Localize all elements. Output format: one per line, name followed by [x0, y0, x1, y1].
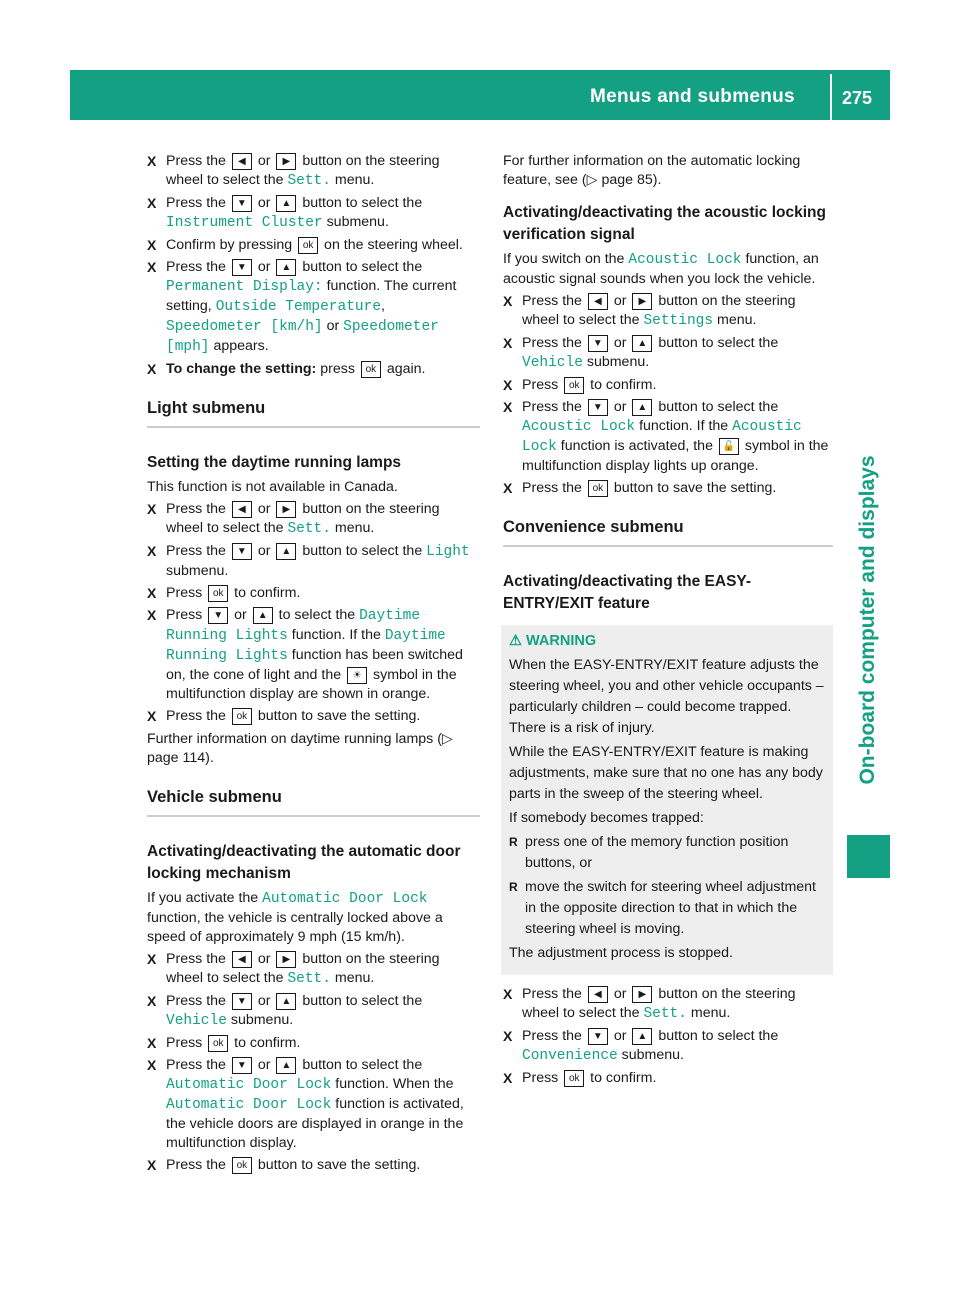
subsection-title-easy-entry: Activating/deactivating the EASY-ENTRY/EXIT feature	[503, 573, 752, 612]
step-text: Confirm by pressing	[166, 237, 297, 253]
step-text: or	[253, 993, 275, 1009]
section-title-convenience: Convenience submenu	[503, 518, 833, 547]
button-symbol-icon: ◀	[232, 501, 252, 518]
button-symbol-icon: ◀	[588, 986, 608, 1003]
button-symbol-icon: ▶	[276, 153, 296, 170]
step-text: function. If the	[287, 627, 385, 643]
step-text: or	[253, 153, 275, 169]
display-menu-text: Automatic Door Lock	[166, 1097, 332, 1113]
auto-lock-intro	[147, 889, 480, 947]
step-lead: To change the setting:	[166, 361, 317, 377]
step-text: Press	[166, 1035, 207, 1051]
instruction-step	[147, 194, 480, 233]
button-symbol-icon: ok	[208, 585, 228, 602]
acoustic-steps	[503, 292, 833, 498]
instruction-step	[503, 398, 833, 476]
step-text: Press the	[166, 993, 230, 1009]
drl-steps	[147, 500, 480, 726]
display-menu-text: Acoustic Lock	[522, 419, 636, 435]
left-column	[147, 152, 480, 1178]
warning-box	[501, 625, 833, 975]
step-text: or	[253, 1057, 275, 1073]
display-menu-text: Permanent Display:	[166, 279, 323, 295]
step-text: or	[253, 195, 275, 211]
step-text: Press	[166, 585, 207, 601]
step-text: function. When the	[331, 1076, 454, 1092]
subsection-title-auto-lock: Activating/deactivating the automatic door locking mechanism	[147, 843, 461, 882]
acoustic-intro	[503, 250, 833, 289]
step-text: Press the	[166, 708, 230, 724]
step-text: button to save the setting.	[609, 480, 777, 496]
warning-heading	[509, 633, 825, 649]
instruction-step	[147, 360, 480, 379]
step-text: Press	[166, 607, 207, 623]
step-text: button on the steering wheel to select the	[522, 986, 796, 1021]
display-menu-text: Automatic Door Lock	[262, 891, 428, 907]
button-symbol-icon: ▲	[276, 1057, 296, 1074]
display-menu-text: Sett.	[287, 971, 331, 987]
step-text: button on the steering wheel to select the	[522, 293, 796, 328]
step-text: button on the steering wheel to select the	[166, 501, 440, 536]
warning-icon: ⚠	[509, 633, 522, 649]
step-text: menu.	[686, 1005, 731, 1021]
step-text: If you switch on the	[503, 251, 629, 267]
step-text: function has been switched on, the cone of light and the	[166, 647, 463, 683]
button-symbol-icon: ▶	[632, 986, 652, 1003]
display-menu-text: Vehicle	[522, 355, 583, 371]
instruction-step	[147, 258, 480, 357]
button-symbol-icon: ▼	[588, 399, 608, 416]
step-text: button to select the	[654, 1028, 779, 1044]
instruction-step	[147, 1156, 480, 1175]
instruction-step	[147, 152, 480, 191]
display-menu-text: Daytime Running Lights	[166, 608, 421, 644]
instruction-step	[147, 606, 480, 704]
step-text: button to select the	[298, 195, 423, 211]
step-text: function. If the	[635, 418, 733, 434]
button-symbol-icon: ▲	[276, 993, 296, 1010]
instruction-step	[147, 707, 480, 726]
button-symbol-icon: ▼	[232, 259, 252, 276]
warning-bullet: R move the switch for steering wheel adjustment in the opposite direction to that in which the steering wheel is moving.	[509, 877, 825, 940]
step-text: function. The current setting,	[166, 278, 457, 314]
step-text: Press the	[166, 501, 230, 517]
instruction-step	[147, 950, 480, 989]
button-symbol-icon: ☀	[347, 667, 367, 684]
step-text: Press the	[522, 986, 586, 1002]
display-menu-text: Sett.	[287, 173, 331, 189]
step-text: or	[609, 399, 631, 415]
step-text: or	[253, 543, 275, 559]
step-text: button to select the	[298, 993, 423, 1009]
instruction-step	[147, 236, 480, 255]
step-text: button to save the setting.	[253, 1157, 421, 1173]
right-column	[503, 152, 833, 1091]
button-symbol-icon: ▼	[232, 993, 252, 1010]
step-text: on the steering wheel.	[320, 237, 463, 253]
button-symbol-icon: ok	[232, 1157, 252, 1174]
step-text: menu.	[713, 312, 757, 328]
step-text: submenu.	[166, 563, 229, 579]
further-auto-lock: For further information on the automatic locking feature, see (▷ page 85).	[503, 153, 801, 188]
button-symbol-icon: ▼	[232, 195, 252, 212]
button-symbol-icon: ok	[232, 708, 252, 725]
step-text: Press	[522, 1070, 563, 1086]
button-symbol-icon: ▼	[232, 543, 252, 560]
display-menu-text: Light	[426, 544, 470, 560]
display-menu-text: Daytime Running Lights	[166, 628, 446, 664]
button-symbol-icon: 🔓	[719, 438, 739, 455]
auto-lock-steps	[147, 950, 480, 1175]
step-text: button to select the	[654, 399, 779, 415]
step-text: or	[253, 501, 275, 517]
instruction-step	[503, 292, 833, 331]
step-text: button on the steering wheel to select the	[166, 153, 440, 188]
display-menu-text: Instrument Cluster	[166, 215, 323, 231]
warning-text: The adjustment process is stopped.	[509, 945, 733, 961]
instruction-step	[147, 584, 480, 603]
instruction-step	[147, 1034, 480, 1053]
step-text: or	[609, 293, 631, 309]
display-menu-text: Outside Temperature	[215, 299, 382, 315]
button-symbol-icon: ▲	[253, 607, 273, 624]
step-text: button to select the	[298, 1057, 423, 1073]
subsection-title-drl: Setting the daytime running lamps	[147, 454, 402, 471]
step-text: submenu.	[582, 354, 650, 370]
chapter-marker	[847, 835, 890, 878]
step-text: again.	[382, 361, 426, 377]
step-text: function, the vehicle is centrally locked above a speed of approximately 9 mph (15 km/h).	[147, 910, 443, 945]
button-symbol-icon: ▲	[276, 543, 296, 560]
drl-further: Further information on daytime running lamps (▷ page 114).	[147, 731, 453, 766]
display-menu-text: Sett.	[287, 521, 331, 537]
instruction-step	[503, 334, 833, 373]
warning-label: WARNING	[526, 633, 597, 649]
step-text: menu.	[330, 970, 375, 986]
instruction-step	[503, 479, 833, 498]
instruction-step	[147, 1056, 480, 1153]
button-symbol-icon: ▼	[588, 1028, 608, 1045]
step-text: or	[609, 986, 631, 1002]
display-menu-text: Acoustic Lock	[628, 252, 742, 268]
step-text: Press the	[522, 399, 586, 415]
button-symbol-icon: ok	[361, 361, 381, 378]
button-symbol-icon: ▶	[276, 501, 296, 518]
button-symbol-icon: ok	[588, 480, 608, 497]
step-text: symbol in the multifunction display are shown in orange.	[166, 667, 457, 702]
step-text: button on the steering wheel to select the	[166, 951, 440, 986]
button-symbol-icon: ◀	[232, 951, 252, 968]
step-text: If you activate the	[147, 890, 263, 906]
warning-text: While the EASY-ENTRY/EXIT feature is making adjustments, make sure that no one has any body parts in the sweep of the steering wheel.	[509, 744, 823, 802]
step-text: function, an acoustic signal sounds when you lock the vehicle.	[503, 251, 819, 287]
instruction-step	[503, 985, 833, 1024]
step-text: to select the	[274, 607, 360, 623]
button-symbol-icon: ▶	[276, 951, 296, 968]
step-text: Press the	[166, 153, 230, 169]
step-text: Press the	[166, 543, 230, 559]
step-text: function is activated, the vehicle doors are displayed in orange in the multifunction display.	[166, 1096, 464, 1151]
button-symbol-icon: ▼	[588, 335, 608, 352]
step-text: Press the	[166, 1057, 230, 1073]
header-divider	[830, 74, 832, 120]
step-text: or	[230, 607, 251, 623]
page-number: 275	[842, 88, 873, 108]
warning-bullet: R press one of the memory function position buttons, or	[509, 832, 825, 874]
page-header-title: Menus and submenus	[590, 86, 795, 107]
section-title-vehicle: Vehicle submenu	[147, 788, 480, 817]
display-menu-text: Speedometer [km/h]	[166, 319, 323, 335]
button-symbol-icon: ▼	[208, 607, 228, 624]
step-text: button to select the	[298, 543, 427, 559]
button-symbol-icon: ▲	[632, 1028, 652, 1045]
intro-steps	[147, 152, 480, 379]
step-text: Press the	[166, 951, 230, 967]
display-menu-text: Sett.	[643, 1006, 687, 1022]
button-symbol-icon: ▼	[232, 1057, 252, 1074]
button-symbol-icon: ◀	[232, 153, 252, 170]
button-symbol-icon: ▲	[276, 259, 296, 276]
subsection-title-acoustic: Activating/deactivating the acoustic locking verification signal	[503, 204, 826, 243]
step-text: button to save the setting.	[253, 708, 421, 724]
step-text: Press the	[522, 1028, 586, 1044]
step-text: Press the	[166, 259, 230, 275]
step-text: menu.	[330, 520, 375, 536]
step-text: to confirm.	[586, 1070, 657, 1086]
display-menu-text: Vehicle	[166, 1013, 227, 1029]
step-text: to confirm.	[586, 377, 657, 393]
step-text: appears.	[209, 338, 269, 354]
step-text: submenu.	[226, 1012, 294, 1028]
button-symbol-icon: ok	[298, 237, 318, 254]
step-text: or	[253, 259, 275, 275]
step-text: button to select the	[654, 335, 779, 351]
button-symbol-icon: ▲	[632, 335, 652, 352]
step-text: menu.	[330, 172, 375, 188]
step-text: Press the	[522, 293, 586, 309]
section-title-light: Light submenu	[147, 399, 480, 428]
step-text: or	[609, 1028, 631, 1044]
drl-note: This function is not available in Canada.	[147, 479, 398, 495]
button-symbol-icon: ok	[564, 377, 584, 394]
instruction-step	[147, 542, 480, 581]
chapter-tab-label: On-board computer and displays	[856, 455, 879, 785]
warning-text: If somebody becomes trapped:	[509, 810, 704, 826]
step-text: to confirm.	[230, 1035, 301, 1051]
step-text: ,	[381, 298, 385, 314]
step-text: submenu.	[617, 1047, 684, 1063]
button-symbol-icon: ok	[564, 1070, 584, 1087]
instruction-step	[503, 1027, 833, 1066]
step-text: Press the	[522, 335, 586, 351]
button-symbol-icon: ▲	[632, 399, 652, 416]
step-text: or	[609, 335, 631, 351]
instruction-step	[503, 376, 833, 395]
button-symbol-icon: ◀	[588, 293, 608, 310]
display-menu-text: Speedometer [mph]	[166, 319, 439, 355]
display-menu-text: Automatic Door Lock	[166, 1077, 332, 1093]
step-text: Press the	[522, 480, 586, 496]
step-text: submenu.	[322, 214, 389, 230]
step-text: Press the	[166, 1157, 230, 1173]
step-text: symbol in the multifunction display lights up orange.	[522, 438, 829, 474]
display-menu-text: Settings	[643, 313, 714, 329]
display-menu-text: Convenience	[522, 1048, 618, 1064]
step-text: Press the	[166, 195, 230, 211]
step-text: Press	[522, 377, 563, 393]
easy-entry-steps	[503, 985, 833, 1088]
button-symbol-icon: ▶	[632, 293, 652, 310]
instruction-step	[503, 1069, 833, 1088]
warning-text: When the EASY-ENTRY/EXIT feature adjusts the steering wheel, you and other vehicle occupants – particularly children – could become trapped. There is a risk of injury.	[509, 657, 824, 736]
instruction-step	[147, 500, 480, 539]
display-menu-text: Acoustic Lock	[522, 419, 802, 455]
step-text: or	[322, 318, 344, 334]
step-text: to confirm.	[230, 585, 301, 601]
step-text: press	[316, 361, 359, 377]
step-text: function is activated, the	[556, 438, 717, 454]
step-text: button to select the	[298, 259, 423, 275]
button-symbol-icon: ▲	[276, 195, 296, 212]
button-symbol-icon: ok	[208, 1035, 228, 1052]
instruction-step	[147, 992, 480, 1031]
step-text: or	[253, 951, 275, 967]
